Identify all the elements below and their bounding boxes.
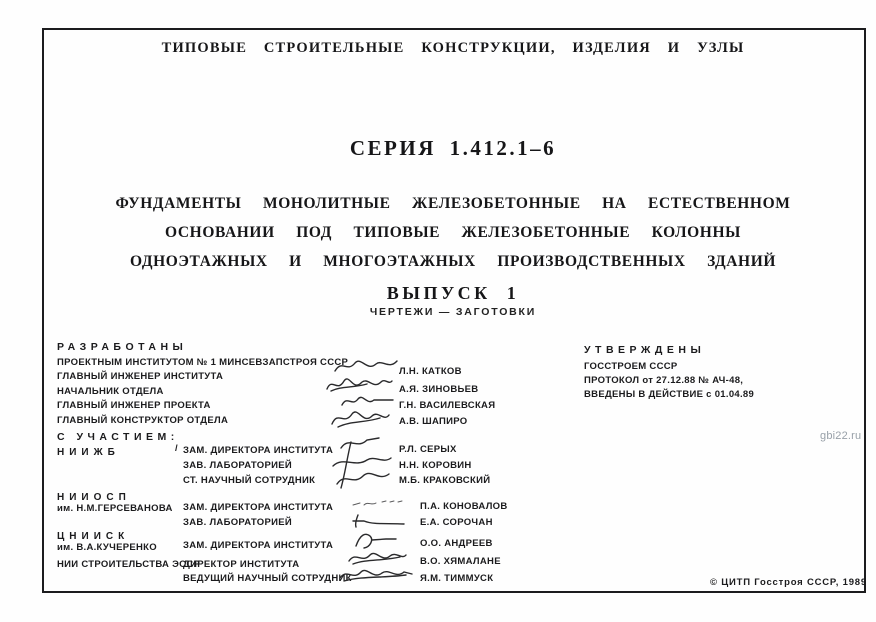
issue-subtitle: ЧЕРТЕЖИ — ЗАГОТОВКИ bbox=[369, 306, 537, 318]
participation-heading: С УЧАСТИЕМ: bbox=[57, 431, 179, 443]
niizhb-role-2: ЗАВ. ЛАБОРАТОРИЕЙ bbox=[183, 460, 292, 471]
developed-org: ПРОЕКТНЫМ ИНСТИТУТОМ № 1 МИНСЕВЗАПСТРОЯ СССР bbox=[57, 357, 349, 368]
signature-hyamalane bbox=[344, 548, 410, 567]
niiosp-name-1: П.А. КОНОВАЛОВ bbox=[420, 501, 508, 512]
niiosp-name-2: Е.А. СОРОЧАН bbox=[420, 517, 493, 528]
developed-role-1: ГЛАВНЫЙ ИНЖЕНЕР ИНСТИТУТА bbox=[57, 371, 224, 382]
developed-role-4: ГЛАВНЫЙ КОНСТРУКТОР ОТДЕЛА bbox=[57, 415, 229, 426]
org-niiosp: НИИОСП bbox=[57, 492, 131, 503]
essr-role-1: ДИРЕКТОР ИНСТИТУТА bbox=[183, 559, 300, 570]
main-title-line-2: ОСНОВАНИИ ПОД ТИПОВЫЕ ЖЕЛЕЗОБЕТОННЫЕ КОЛОННЫ bbox=[165, 224, 741, 241]
developed-name-3: Г.Н. ВАСИЛЕВСКАЯ bbox=[399, 400, 496, 411]
developed-name-1: Л.Н. КАТКОВ bbox=[399, 366, 462, 377]
niizhb-name-1: Р.Л. СЕРЫХ bbox=[399, 444, 457, 455]
org-tsniisk: ЦНИИСК bbox=[57, 531, 130, 542]
niizhb-role-1: ЗАМ. ДИРЕКТОРА ИНСТИТУТА bbox=[183, 445, 334, 456]
developed-heading: РАЗРАБОТАНЫ bbox=[57, 341, 188, 353]
developed-role-3: ГЛАВНЫЙ ИНЖЕНЕР ПРОЕКТА bbox=[57, 400, 211, 411]
copyright-note: © ЦИТП Госстроя СССР, 1989 bbox=[710, 577, 867, 588]
main-title-line-1: ФУНДАМЕНТЫ МОНОЛИТНЫЕ ЖЕЛЕЗОБЕТОННЫЕ НА ЕСТЕСТВЕННОМ bbox=[115, 195, 791, 212]
header-title: ТИПОВЫЕ СТРОИТЕЛЬНЫЕ КОНСТРУКЦИИ, ИЗДЕЛИЯ И УЗЛЫ bbox=[161, 40, 745, 56]
main-title-line-3: ОДНОЭТАЖНЫХ И МНОГОЭТАЖНЫХ ПРОИЗВОДСТВЕННЫХ ЗДАНИЙ bbox=[129, 253, 777, 270]
niizhb-name-2: Н.Н. КОРОВИН bbox=[399, 460, 472, 471]
tsniisk-role-1: ЗАМ. ДИРЕКТОРА ИНСТИТУТА bbox=[183, 540, 334, 551]
signature-shapiro bbox=[328, 406, 392, 430]
watermark: gbi22.ru bbox=[820, 430, 862, 442]
approved-line-2: ПРОТОКОЛ от 27.12.88 № АЧ-48, bbox=[584, 375, 744, 386]
tsniisk-name-1: О.О. АНДРЕЕВ bbox=[420, 538, 493, 549]
developed-name-2: А.Я. ЗИНОВЬЕВ bbox=[399, 384, 479, 395]
org-niiosp-sub: им. Н.М.ГЕРСЕВАНОВА bbox=[57, 503, 173, 514]
main-title bbox=[42, 189, 864, 276]
signature-serykh-korovin-krakovsky bbox=[327, 434, 399, 492]
essr-name-1: В.О. ХЯМАЛАНЕ bbox=[420, 556, 501, 567]
slash-mark: / bbox=[175, 443, 178, 454]
signature-konovalov bbox=[350, 497, 414, 510]
niiosp-role-1: ЗАМ. ДИРЕКТОРА ИНСТИТУТА bbox=[183, 502, 334, 513]
approved-heading: УТВЕРЖДЕНЫ bbox=[584, 344, 706, 356]
developed-name-4: А.В. ШАПИРО bbox=[399, 416, 468, 427]
niiosp-role-2: ЗАВ. ЛАБОРАТОРИЕЙ bbox=[183, 517, 292, 528]
niizhb-name-3: М.Б. КРАКОВСКИЙ bbox=[399, 475, 491, 486]
niizhb-role-3: СТ. НАУЧНЫЙ СОТРУДНИК bbox=[183, 475, 316, 486]
org-tsniisk-sub: им. В.А.КУЧЕРЕНКО bbox=[57, 542, 157, 553]
org-niizhb: НИИЖБ bbox=[57, 447, 120, 458]
series-title: СЕРИЯ 1.412.1–6 bbox=[349, 136, 557, 160]
org-nii-essr: НИИ СТРОИТЕЛЬСТВА ЭССР bbox=[57, 559, 201, 570]
approved-line-3: ВВЕДЕНЫ В ДЕЙСТВИЕ с 01.04.89 bbox=[584, 389, 755, 400]
approved-line-1: ГОССТРОЕМ СССР bbox=[584, 361, 678, 372]
issue-title: ВЫПУСК 1 bbox=[386, 283, 520, 303]
essr-role-2: ВЕДУЩИЙ НАУЧНЫЙ СОТРУДНИК bbox=[183, 573, 352, 584]
signature-sorochan bbox=[350, 512, 412, 530]
signature-timmusk bbox=[336, 566, 416, 585]
developed-role-2: НАЧАЛЬНИК ОТДЕЛА bbox=[57, 386, 164, 397]
essr-name-2: Я.М. ТИММУСК bbox=[420, 573, 494, 584]
